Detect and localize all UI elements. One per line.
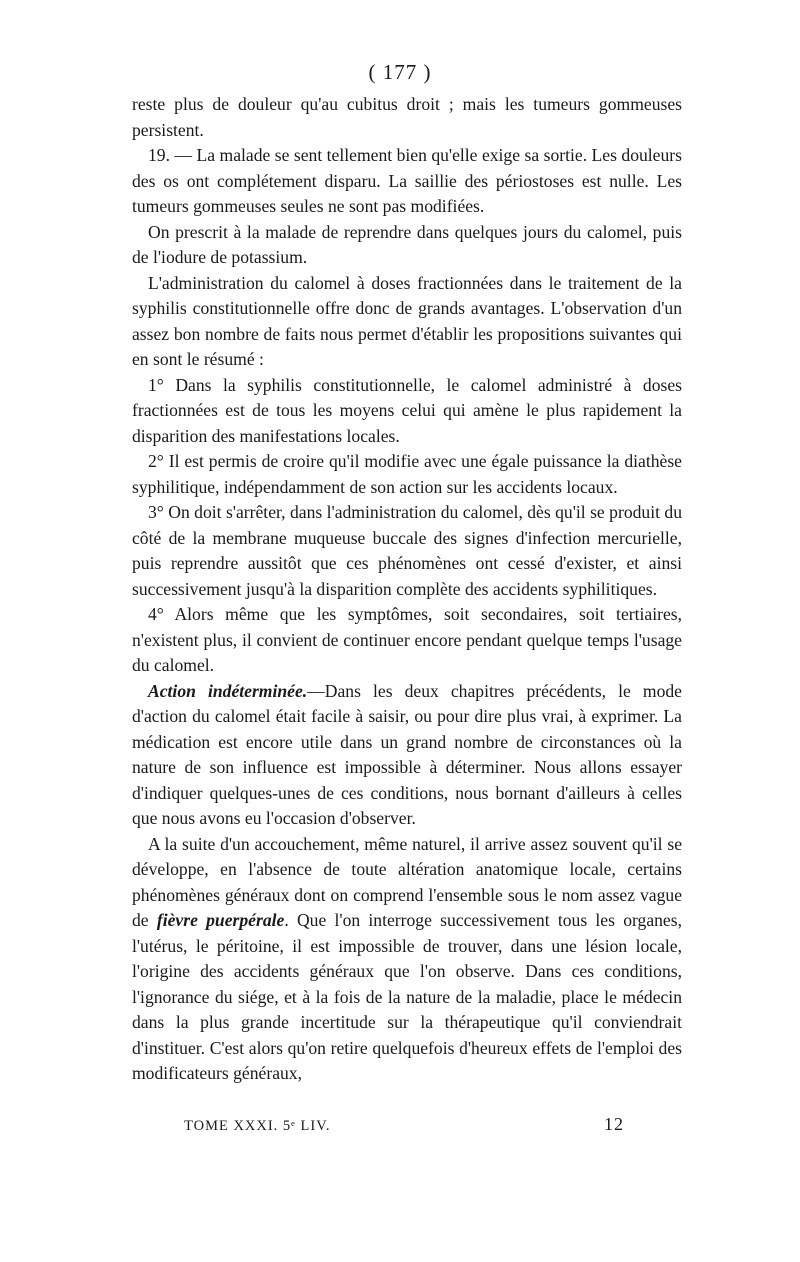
puerperal-text-start: A la suite d'un accouchement, même naturel, il arrive assez souvent qu'il se développe, en l'absence de toute altération anatomique locale, certains phénomènes généraux dont on comprend l'ensemble sous le nom assez vague de: [132, 833, 682, 930]
puerperal-emphasis: fièvre puerpérale: [156, 910, 285, 930]
action-paragraph: [132, 679, 682, 832]
puerperal-text-end: . Que l'on interroge successivement tous les organes, l'utérus, le péritoine, il est impossible de trouver, dans une lésion locale, l'origine des accidents généraux que l'on observe. Dans ces conditions, l'ignorance du siége, et à la fois de la nature de la maladie, place le médecin dans la plus grande incertitude sur la thérapeutique qu'il conviendrait d'instituer. C'est alors qu'on retire quelquefois d'heureux effets de l'emploi des modificateurs généraux,: [132, 910, 682, 1083]
body-text: [132, 92, 682, 1087]
proposition-2: 2° Il est permis de croire qu'il modifie avec une égale puissance la diathèse syphilitique, indépendamment de son action sur les accidents locaux.: [132, 451, 682, 497]
sheet-number: 12: [604, 1114, 624, 1134]
proposition-1: 1° Dans la syphilis constitutionnelle, le calomel administré à doses fractionnées est de tous les moyens celui qui amène le plus rapidement la disparition des manifestations locales.: [132, 374, 682, 446]
paragraph-4: L'administration du calomel à doses fractionnées dans le traitement de la syphilis constitutionnelle offre donc de grands avantages. L'observation d'un assez bon nombre de faits nous permet d'établir les propositions suivantes qui en sont le résumé :: [132, 272, 682, 369]
signature-mark: TOME XXXI. 5ᵉ LIV.: [184, 1118, 331, 1134]
paragraph-1: reste plus de douleur qu'au cubitus droit ; mais les tumeurs gommeuses persistent.: [132, 94, 682, 140]
paragraph-3: On prescrit à la malade de reprendre dans quelques jours du calomel, puis de l'iodure de potassium.: [132, 221, 682, 267]
puerperal-paragraph: [132, 832, 682, 1087]
proposition-4: 4° Alors même que les symptômes, soit secondaires, soit tertiaires, n'existent plus, il convient de continuer encore pendant quelque temps l'usage du calomel.: [132, 604, 682, 675]
section-heading: Action indéterminée.: [148, 680, 308, 701]
action-text: —Dans les deux chapitres précédents, le mode d'action du calomel était facile à saisir, ou pour dire plus vrai, à exprimer. La médication est encore utile dans un grand nombre de circonstances où la nature de son influence est impossible à déterminer. Nous allons essayer d'indiquer quelques-unes de ces conditions, nous bornant d'ailleurs à celles que nous avons eu l'occasion d'observer.: [132, 680, 682, 828]
page-number: ( 177 ): [368, 60, 432, 84]
proposition-3: 3° On doit s'arrêter, dans l'administration du calomel, dès qu'il se produit du côté de la membrane muqueuse buccale des signes d'infection mercurielle, puis reprendre aussitôt que ces phénomènes ont cessé d'exister, et ainsi successivement jusqu'à la disparition complète des accidents syphilitiques.: [132, 502, 682, 599]
paragraph-2: 19. — La malade se sent tellement bien qu'elle exige sa sortie. Les douleurs des os ont complétement disparu. La saillie des périostoses est nulle. Les tumeurs gommeuses seules ne sont pas modifiées.: [132, 145, 682, 216]
